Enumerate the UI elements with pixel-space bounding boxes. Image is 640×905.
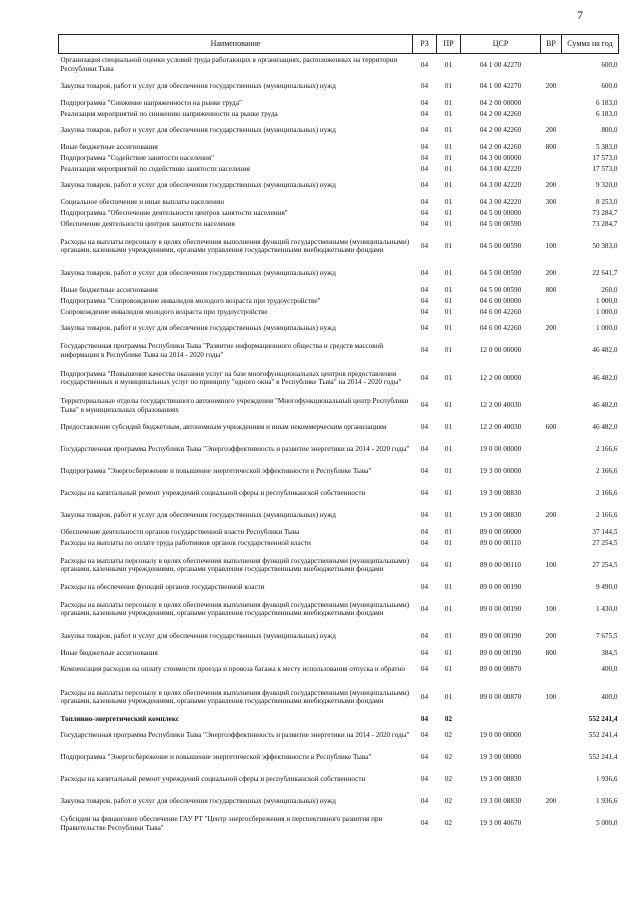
cell-vr [541, 659, 562, 681]
cell-rz: 04 [420, 538, 429, 547]
cell-vr [541, 582, 562, 593]
cell-name: Предоставление субсидий бюджетным, автономным учреждениям и иным некоммерческим организациям [60, 423, 387, 432]
cell-rz: 04 [420, 126, 429, 135]
cell-vr: 100 [545, 241, 557, 250]
cell-csr: 04 5 00 00590 [479, 219, 522, 228]
cell-pr: 01 [444, 269, 453, 278]
cell-csr: 89 0 00 00190 [479, 648, 522, 657]
cell-pr: 01 [444, 324, 453, 333]
cell-sum: 46 482,0 [592, 346, 618, 355]
cell-rz: 04 [420, 753, 429, 762]
table-row [59, 593, 619, 626]
cell-sum: 400,0 [601, 665, 618, 674]
cell-sum: 17 573,0 [592, 153, 618, 162]
cell-csr: 12 0 00 00000 [479, 346, 522, 355]
table-row [59, 285, 619, 296]
cell-vr [541, 296, 562, 307]
cell-sum: 9 320,0 [595, 181, 618, 190]
cell-rz: 04 [420, 445, 429, 454]
cell-sum: 22 641,7 [592, 269, 618, 278]
cell-vr [541, 307, 562, 318]
cell-sum: 73 284,7 [592, 208, 618, 217]
cell-sum: 50 383,0 [592, 241, 618, 250]
table-body [59, 54, 619, 835]
cell-name: Обеспечение деятельности центров занятости населения [60, 219, 235, 228]
cell-vr [541, 208, 562, 219]
cell-pr: 02 [444, 731, 453, 740]
cell-rz: 04 [420, 731, 429, 740]
cell-name: Иные бюджетные ассигнования [60, 142, 158, 151]
cell-name: Социальное обеспечение и иные выплаты населению [60, 197, 225, 206]
cell-rz: 04 [420, 819, 429, 828]
cell-pr: 02 [444, 819, 453, 828]
cell-csr: 19 3 00 40670 [479, 819, 522, 828]
cell-name: Организация специальной оценки условий труда работающих в организациях, расположенных на территории Республики Тыва [60, 56, 398, 73]
cell-sum: 800,0 [601, 126, 618, 135]
table-row [59, 98, 619, 109]
cell-pr: 01 [444, 142, 453, 151]
cell-csr: 19 0 00 00000 [479, 731, 522, 740]
cell-sum: 5 383,0 [595, 142, 618, 151]
cell-rz: 04 [420, 401, 429, 410]
cell-sum: 260,0 [601, 285, 618, 294]
cell-vr: 200 [545, 269, 557, 278]
cell-pr: 01 [444, 197, 453, 206]
cell-vr: 600 [545, 423, 557, 432]
table-row [59, 76, 619, 98]
cell-rz: 04 [420, 60, 429, 69]
cell-vr [541, 461, 562, 483]
cell-csr: 04 1 00 42270 [479, 82, 522, 91]
table-row [59, 714, 619, 725]
cell-sum: 27 254,5 [592, 560, 618, 569]
cell-sum: 46 482,0 [592, 401, 618, 410]
cell-vr [541, 109, 562, 120]
cell-vr [541, 813, 562, 835]
table-row [59, 648, 619, 659]
table-row [59, 54, 619, 76]
cell-rz: 04 [420, 241, 429, 250]
cell-csr: 89 0 00 00110 [479, 538, 522, 547]
cell-name: Закупка товаров, работ и услуг для обеспечения государственных (муниципальных) нужд [60, 511, 336, 520]
cell-vr [541, 527, 562, 538]
table-row [59, 230, 619, 263]
cell-pr: 01 [444, 467, 453, 476]
cell-csr: 19 3 00 08830 [479, 511, 522, 520]
cell-rz: 04 [420, 109, 429, 118]
cell-pr: 01 [444, 511, 453, 520]
cell-csr: 89 0 00 00110 [479, 560, 522, 569]
cell-csr: 19 3 00 00000 [479, 753, 522, 762]
cell-rz: 04 [420, 153, 429, 162]
cell-sum: 73 284,7 [592, 219, 618, 228]
table-row [59, 769, 619, 791]
cell-pr: 01 [444, 296, 453, 305]
header-rz: РЗ [413, 35, 437, 54]
cell-vr [541, 219, 562, 230]
cell-vr: 100 [545, 692, 557, 701]
cell-sum: 46 482,0 [592, 423, 618, 432]
cell-rz: 04 [420, 692, 429, 701]
cell-vr [541, 153, 562, 164]
cell-sum: 1 936,6 [595, 775, 618, 784]
table-row [59, 219, 619, 230]
cell-rz: 04 [420, 797, 429, 806]
cell-vr: 100 [545, 604, 557, 613]
table-row [59, 340, 619, 362]
cell-vr: 800 [545, 285, 557, 294]
cell-pr: 01 [444, 527, 453, 536]
cell-pr: 01 [444, 604, 453, 613]
table-row [59, 505, 619, 527]
cell-pr: 02 [444, 797, 453, 806]
cell-name: Закупка товаров, работ и услуг для обеспечения государственных (муниципальных) нужд [60, 82, 336, 91]
cell-vr [541, 164, 562, 175]
table-row [59, 164, 619, 175]
cell-csr: 89 0 00 00190 [479, 632, 522, 641]
cell-sum: 2 166,6 [595, 489, 618, 498]
cell-pr: 01 [444, 241, 453, 250]
table-row [59, 263, 619, 285]
cell-rz: 04 [420, 775, 429, 784]
cell-csr: 19 3 00 08830 [479, 797, 522, 806]
cell-name: Подпрограмма "Содействие занятости населения" [60, 153, 215, 162]
cell-pr: 01 [444, 60, 453, 69]
cell-name: Государственная программа Республики Тыва "Развитие информационного общества и средств массовой информации в Республике Тыва на 2014 - 2020 годы" [60, 342, 384, 359]
cell-csr: 04 5 00 00590 [479, 285, 522, 294]
cell-name: Реализация мероприятий по снижению напряженности на рынке труда [60, 109, 278, 118]
cell-csr: 04 6 00 42260 [479, 307, 522, 316]
cell-pr: 01 [444, 373, 453, 382]
cell-csr: 89 0 00 00190 [479, 604, 522, 613]
cell-sum: 400,0 [601, 692, 618, 701]
cell-name: Расходы на выплаты персоналу в целях обеспечения выполнения функций государственными (муниципальными) органами, казенными учреждениями, органами управления государственными внебюджетными фондами [60, 556, 410, 573]
table-row [59, 307, 619, 318]
cell-rz: 04 [420, 582, 429, 591]
table-row [59, 175, 619, 197]
table-row [59, 527, 619, 538]
cell-vr: 800 [545, 142, 557, 151]
header-name: Наименование [59, 35, 413, 54]
cell-vr: 200 [545, 181, 557, 190]
cell-pr: 01 [444, 126, 453, 135]
table-row [59, 461, 619, 483]
cell-vr: 800 [545, 648, 557, 657]
cell-sum: 600,0 [601, 60, 618, 69]
cell-name: Государственная программа Республики Тыва "Энергоэффективность и развитие энергетики на 2014 - 2020 годы" [60, 731, 410, 740]
cell-pr: 01 [444, 153, 453, 162]
cell-vr [541, 362, 562, 395]
cell-pr: 01 [444, 423, 453, 432]
table-row [59, 659, 619, 681]
cell-vr: 200 [545, 632, 557, 641]
table-row [59, 538, 619, 549]
cell-name: Иные бюджетные ассигнования [60, 285, 158, 294]
cell-csr: 89 0 00 00190 [479, 582, 522, 591]
cell-pr: 01 [444, 109, 453, 118]
cell-sum: 37 144,5 [592, 527, 618, 536]
cell-csr: 89 0 00 00870 [479, 692, 522, 701]
cell-pr: 01 [444, 401, 453, 410]
table-row [59, 626, 619, 648]
cell-vr: 200 [545, 82, 557, 91]
cell-csr: 04 1 00 42270 [479, 60, 522, 69]
cell-rz: 04 [420, 208, 429, 217]
cell-name: Подпрограмма "Сопровождение инвалидов молодого возраста при трудоустройстве" [60, 296, 321, 305]
cell-name: Закупка товаров, работ и услуг для обеспечения государственных (муниципальных) нужд [60, 797, 336, 806]
cell-sum: 9 490,0 [595, 582, 618, 591]
table-row [59, 791, 619, 813]
cell-sum: 7 675,5 [595, 632, 618, 641]
cell-rz: 04 [420, 560, 429, 569]
cell-sum: 1 430,0 [595, 604, 618, 613]
cell-name: Закупка товаров, работ и услуг для обеспечения государственных (муниципальных) нужд [60, 269, 336, 278]
cell-vr [541, 54, 562, 76]
table-row [59, 142, 619, 153]
cell-vr: 200 [545, 511, 557, 520]
cell-csr: 19 3 00 00000 [479, 467, 522, 476]
cell-vr [541, 769, 562, 791]
cell-sum: 1 000,0 [595, 307, 618, 316]
cell-sum: 46 482,0 [592, 373, 618, 382]
table-row [59, 813, 619, 835]
cell-name: Закупка товаров, работ и услуг для обеспечения государственных (муниципальных) нужд [60, 324, 336, 333]
table-row [59, 120, 619, 142]
cell-csr: 04 2 00 00000 [479, 98, 522, 107]
cell-pr: 01 [444, 648, 453, 657]
cell-rz: 04 [420, 285, 429, 294]
cell-pr: 02 [444, 714, 453, 723]
cell-csr: 19 3 00 08830 [479, 489, 522, 498]
cell-sum: 1 936,6 [595, 797, 618, 806]
cell-sum: 1 000,0 [595, 296, 618, 305]
cell-name: Подпрограмма "Энергосбережение и повышение энергетической эффективности в Республике Тыва" [60, 753, 372, 762]
cell-rz: 04 [420, 219, 429, 228]
cell-csr: 12 2 00 00000 [479, 373, 522, 382]
cell-rz: 04 [420, 714, 429, 723]
table-row [59, 417, 619, 439]
cell-csr: 19 0 00 00000 [479, 445, 522, 454]
header-csr: ЦСР [461, 35, 541, 54]
cell-sum: 1 000,0 [595, 324, 618, 333]
table-row [59, 318, 619, 340]
cell-rz: 04 [420, 527, 429, 536]
cell-name: Подпрограмма "Энергосбережение и повышение энергетической эффективности в Республике Тыва" [60, 467, 372, 476]
cell-csr: 89 0 00 00870 [479, 665, 522, 674]
cell-csr: 04 2 00 42260 [479, 142, 522, 151]
cell-rz: 04 [420, 423, 429, 432]
table-row [59, 549, 619, 582]
cell-csr: 04 2 00 42260 [479, 126, 522, 135]
cell-csr [461, 714, 541, 725]
cell-name: Иные бюджетные ассигнования [60, 648, 158, 657]
cell-vr: 200 [545, 797, 557, 806]
cell-rz: 04 [420, 665, 429, 674]
cell-name: Топливно-энергетический комплекс [60, 714, 180, 723]
cell-csr: 12 2 00 40030 [479, 423, 522, 432]
cell-pr: 01 [444, 346, 453, 355]
cell-rz: 04 [420, 269, 429, 278]
cell-name: Государственная программа Республики Тыва "Энергоэффективность и развитие энергетики на 2014 - 2020 годы" [60, 445, 410, 454]
cell-pr: 01 [444, 307, 453, 316]
table-row [59, 395, 619, 417]
table-row [59, 153, 619, 164]
cell-csr: 04 3 00 42220 [479, 164, 522, 173]
table-row [59, 362, 619, 395]
cell-vr [541, 98, 562, 109]
cell-rz: 04 [420, 98, 429, 107]
cell-vr [541, 395, 562, 417]
budget-table [58, 34, 619, 835]
cell-csr: 04 6 00 42260 [479, 324, 522, 333]
cell-name: Подпрограмма "Обеспечение деятельности центров занятости населения" [60, 208, 288, 217]
cell-name: Сопровождение инвалидов молодого возраста при трудоустройстве [60, 307, 268, 316]
cell-rz: 04 [420, 324, 429, 333]
cell-pr: 01 [444, 632, 453, 641]
cell-csr: 04 3 00 42220 [479, 197, 522, 206]
cell-rz: 04 [420, 142, 429, 151]
cell-sum: 17 573,0 [592, 164, 618, 173]
cell-csr: 04 6 00 00000 [479, 296, 522, 305]
cell-name: Подпрограмма "Снижение напряженности на рынке труда" [60, 98, 242, 107]
cell-name: Расходы на выплаты персоналу в целях обеспечения выполнения функций государственными (муниципальными) органами, казенными учреждениями, органами управления государственными внебюджетными фондами [60, 688, 410, 705]
cell-vr [541, 747, 562, 769]
cell-vr [541, 725, 562, 747]
cell-rz: 04 [420, 307, 429, 316]
cell-pr: 01 [444, 181, 453, 190]
cell-csr: 89 0 00 00000 [479, 527, 522, 536]
cell-rz: 04 [420, 82, 429, 91]
cell-vr: 300 [545, 197, 557, 206]
cell-csr: 04 5 00 00000 [479, 208, 522, 217]
cell-rz: 04 [420, 632, 429, 641]
cell-pr: 01 [444, 489, 453, 498]
cell-rz: 04 [420, 511, 429, 520]
cell-pr: 02 [444, 753, 453, 762]
cell-rz: 04 [420, 648, 429, 657]
cell-sum: 552 241,4 [588, 731, 618, 740]
cell-pr: 01 [444, 560, 453, 569]
cell-pr: 01 [444, 538, 453, 547]
cell-rz: 04 [420, 197, 429, 206]
cell-name: Расходы на обеспечение функций органов государственной власти [60, 582, 265, 591]
cell-sum: 2 166,6 [595, 445, 618, 454]
table-row [59, 725, 619, 747]
cell-rz: 04 [420, 346, 429, 355]
table-row [59, 197, 619, 208]
header-vr: ВР [541, 35, 562, 54]
cell-sum: 8 253,0 [595, 197, 618, 206]
cell-name: Компенсация расходов на оплату стоимости проезда и провоза багажа к месту использования отпуска и обратно [60, 665, 405, 674]
cell-name: Субсидии на финансовое обеспечение ГАУ РТ "Центр энергосбережения и перспективного развития при Правительстве Республики Тыва" [60, 815, 383, 832]
header-sum: Сумма на год [562, 35, 619, 54]
cell-sum: 2 166,6 [595, 511, 618, 520]
cell-name: Территориальные отделы государственного автономного учреждения "Многофункциональный центр Республики Тыва" в муниципальных образованиях [60, 397, 409, 414]
cell-vr [541, 439, 562, 461]
cell-csr: 04 3 00 42220 [479, 181, 522, 190]
cell-pr: 01 [444, 285, 453, 294]
cell-name: Расходы на капитальный ремонт учреждений социальной сферы и республиканской собственности [60, 489, 366, 498]
cell-sum: 552 241,4 [588, 753, 618, 762]
cell-csr: 04 2 00 42260 [479, 109, 522, 118]
cell-csr: 04 5 00 00590 [479, 241, 522, 250]
table-row [59, 681, 619, 714]
cell-name: Подпрограмма "Повышение качества оказания услуг на базе многофункциональных центров предоставления государственных и муниципальных услуг по принципу "одного окна" в Республике Тыва" на 2014 - 2020 годы" [60, 369, 402, 386]
cell-pr: 01 [444, 82, 453, 91]
cell-vr [541, 483, 562, 505]
cell-pr: 02 [444, 775, 453, 784]
cell-sum: 600,0 [601, 82, 618, 91]
cell-name: Расходы на капитальный ремонт учреждений социальной сферы и республиканской собственности [60, 775, 366, 784]
cell-pr: 01 [444, 164, 453, 173]
cell-name: Расходы на выплаты персоналу в целях обеспечения выполнения функций государственными (муниципальными) органами, казенными учреждениями, органами управления государственными внебюджетными фондами [60, 600, 410, 617]
cell-rz: 04 [420, 296, 429, 305]
cell-pr: 01 [444, 445, 453, 454]
cell-rz: 04 [420, 489, 429, 498]
table-header [59, 35, 619, 54]
table-row [59, 109, 619, 120]
table-row [59, 296, 619, 307]
cell-sum: 5 000,0 [595, 819, 618, 828]
cell-pr: 01 [444, 692, 453, 701]
cell-name: Закупка товаров, работ и услуг для обеспечения государственных (муниципальных) нужд [60, 126, 336, 135]
page-number: 7 [577, 8, 583, 22]
cell-name: Реализация мероприятий по содействию занятости населения [60, 164, 250, 173]
table-row [59, 208, 619, 219]
header-pr: ПР [437, 35, 461, 54]
cell-sum: 552 241,4 [588, 714, 618, 723]
cell-csr: 04 5 00 00590 [479, 269, 522, 278]
cell-rz: 04 [420, 164, 429, 173]
cell-name: Закупка товаров, работ и услуг для обеспечения государственных (муниципальных) нужд [60, 181, 336, 190]
cell-rz: 04 [420, 604, 429, 613]
cell-rz: 04 [420, 467, 429, 476]
cell-sum: 6 183,0 [595, 98, 618, 107]
cell-vr [541, 714, 562, 725]
cell-csr: 04 3 00 00000 [479, 153, 522, 162]
cell-vr [541, 340, 562, 362]
cell-vr: 100 [545, 560, 557, 569]
cell-rz: 04 [420, 181, 429, 190]
cell-sum: 2 166,6 [595, 467, 618, 476]
cell-vr [541, 538, 562, 549]
cell-pr: 01 [444, 219, 453, 228]
cell-csr: 12 2 00 40030 [479, 401, 522, 410]
cell-sum: 27 254,5 [592, 538, 618, 547]
cell-vr: 200 [545, 126, 557, 135]
cell-csr: 19 3 00 08830 [479, 775, 522, 784]
table-row [59, 582, 619, 593]
cell-pr: 01 [444, 98, 453, 107]
cell-sum: 6 183,0 [595, 109, 618, 118]
table-row [59, 483, 619, 505]
cell-name: Расходы на выплаты персоналу в целях обеспечения выполнения функций государственными (муниципальными) органами, казенными учреждениями, органами управления государственными внебюджетными фондами [60, 237, 410, 254]
cell-pr: 01 [444, 208, 453, 217]
cell-pr: 01 [444, 582, 453, 591]
cell-name: Обеспечение деятельности органов государственной власти Республики Тыва [60, 527, 300, 536]
cell-name: Закупка товаров, работ и услуг для обеспечения государственных (муниципальных) нужд [60, 632, 336, 641]
cell-vr: 200 [545, 324, 557, 333]
cell-name: Расходы на выплаты по оплате труда работников органов государственной власти [60, 538, 311, 547]
table-row [59, 747, 619, 769]
cell-sum: 384,5 [601, 648, 618, 657]
cell-rz: 04 [420, 373, 429, 382]
table-row [59, 439, 619, 461]
cell-pr: 01 [444, 665, 453, 674]
